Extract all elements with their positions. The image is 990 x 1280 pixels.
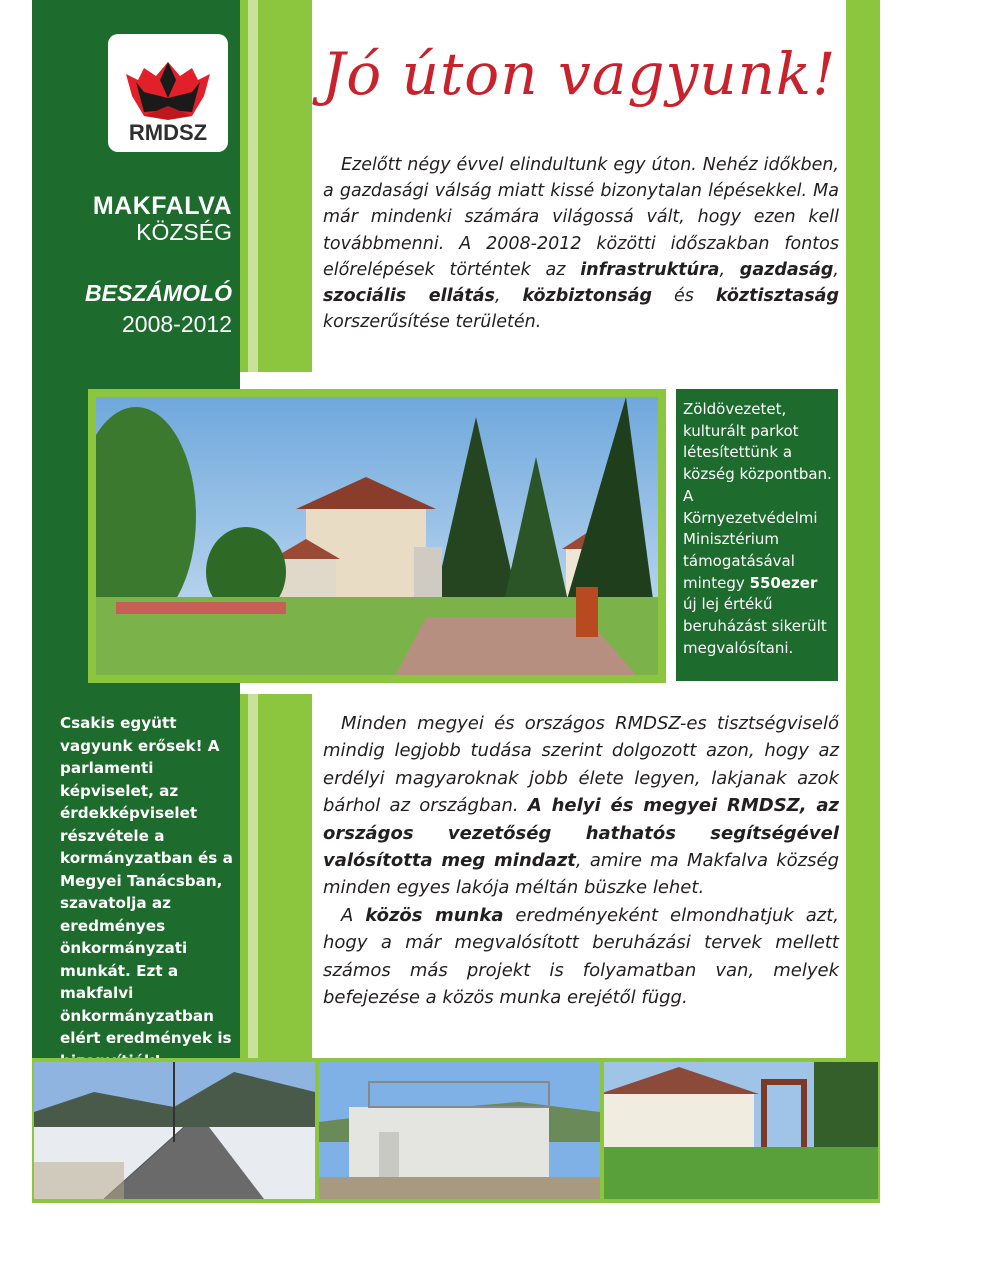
tulip-icon (108, 40, 228, 120)
town-type: KÖZSÉG (136, 219, 232, 245)
body-paragraph-1: Minden megyei és országos RMDSZ-es tisztségviselő mindig legjobb tudása szerint dolgozott azon, hogy az erdélyi magyaroknak jobb élete legyen, lakjanak azok bárhol az országban. A helyi és megyei RMDSZ, az országos vezetőség hathatós segítségével valósította meg mindazt, amire ma Makfalva község minden egyes lakója méltán büszke lehet. (323, 713, 839, 899)
park-caption: Zöldövezetet, kulturált parkot létesítettünk a község központban. A Környezetvédelmi Minisztérium támogatásával mintegy 550ezer új lej értékű beruházást sikerült megvalósítani. (676, 389, 838, 681)
body-text (323, 710, 839, 1011)
report-title: BESZÁMOLÓ (85, 280, 232, 306)
facility-photo (319, 1062, 600, 1199)
logo-text: RMDSZ (128, 120, 208, 145)
investment-amount: 550ezer (749, 573, 818, 592)
intro-paragraph: Ezelőtt négy évvel elindultunk egy úton. Nehéz időkben, a gazdasági válság miatt kissé bizonytalan lépésekkel. Ma már mindenki számára világossá vált, hogy ezen kell továbbmenni. A 2008-2012 közötti időszakban fontos előrelépések történtek az infrastruktúra, gazdaság, szociális ellátás, közbiztonság és köztisztaság korszerűsítése területén. (323, 155, 839, 333)
right-border (846, 0, 880, 1058)
town-name: MAKFALVA (92, 192, 232, 220)
road-photo (34, 1062, 315, 1199)
slogan-text: Csakis együtt vagyunk erősek! A parlamenti képviselet, az érdekképviselet részvétele a kormányzatban és a Megyei Tanácsban, szavatolja az eredményes önkormányzati munkát. Ezt a makfalvi önkormányzatban elért eredmények is (60, 714, 233, 1047)
body-paragraph-2: A közös munka eredményeként elmondhatjuk azt, hogy a már megvalósított beruházási tervek mellett számos más projekt is folyamatban van, melyek befejezése a közös munka erejétől függ. (323, 904, 839, 1009)
report-block (85, 280, 232, 338)
report-years: 2008-2012 (122, 311, 232, 337)
town-block (93, 192, 232, 246)
park-image (96, 397, 658, 675)
photo-strip (32, 1058, 880, 1203)
garden-photo (604, 1062, 878, 1199)
headline: Jó úton vagyunk! (322, 40, 837, 108)
rmdsz-logo (108, 34, 228, 152)
park-photo (88, 389, 666, 683)
